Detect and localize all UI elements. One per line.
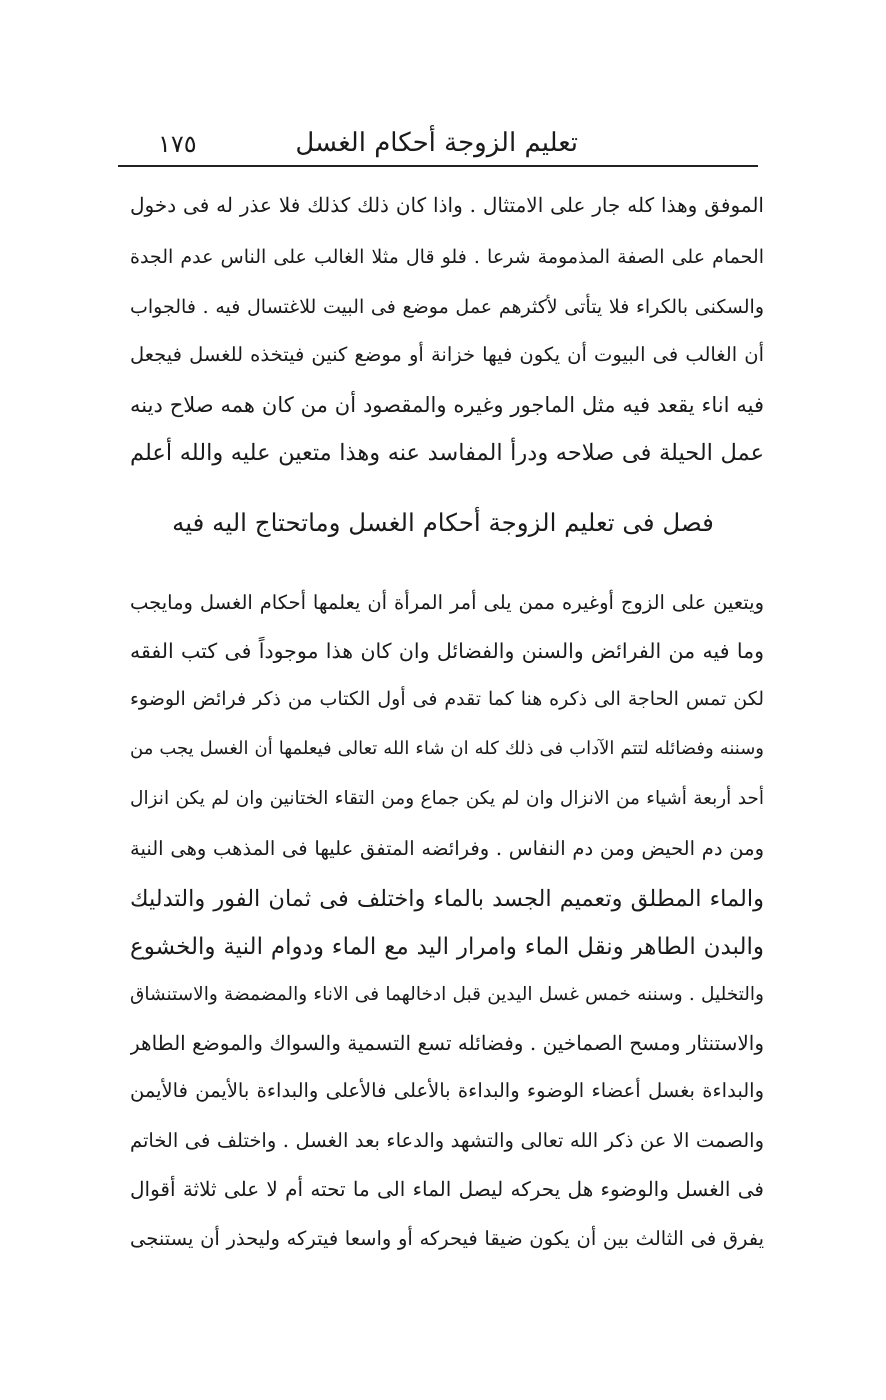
paragraph-line: الحمام على الصفة المذمومة شرعا . فلو قال مثلا الغالب على الناس عدم الجدة: [130, 246, 764, 268]
paragraph-line: والبدن الطاهر ونقل الماء وامرار اليد مع الماء ودوام النية والخشوع: [130, 934, 764, 960]
paragraph-line: عمل الحيلة فى صلاحه ودرأ المفاسد عنه وهذا متعين عليه والله أعلم: [130, 440, 764, 466]
paragraph-line: فى الغسل والوضوء هل يحركه ليصل الماء الى ما تحته أم لا على ثلاثة أقوال: [130, 1177, 764, 1201]
running-title: تعليم الزوجة أحكام الغسل: [295, 128, 578, 158]
page-number: ١٧٥: [158, 130, 197, 158]
section-heading: فصل فى تعليم الزوجة أحكام الغسل وماتحتاج اليه فيه: [172, 508, 714, 537]
paragraph-line: الموفق وهذا كله جار على الامتثال . واذا كان ذلك كذلك فلا عذر له فى دخول: [130, 193, 764, 217]
paragraph-line: والبداءة بغسل أعضاء الوضوء والبداءة بالأعلى فالأعلى والبداءة بالأيمن فالأيمن: [130, 1079, 764, 1102]
paragraph-line: أن الغالب فى البيوت أن يكون فيها خزانة أو موضع كنين فيتخذه للغسل فيجعل: [130, 343, 764, 366]
paragraph-line: وسننه وفضائله لتتم الآداب فى ذلك كله ان شاء الله تعالى فيعلمها أن الغسل يجب من: [130, 738, 764, 759]
paragraph-line: والاستنثار ومسح الصماخين . وفضائله تسع التسمية والسواك والموضع الطاهر: [130, 1031, 764, 1055]
paragraph-line: والماء المطلق وتعميم الجسد بالماء واختلف فى ثمان الفور والتدليك: [130, 886, 764, 912]
paragraph-line: والصمت الا عن ذكر الله تعالى والتشهد والدعاء بعد الغسل . واختلف فى الخاتم: [130, 1129, 764, 1152]
paragraph-line: ومن دم الحيض ومن دم النفاس . وفرائضه المتفق عليها فى المذهب وهى النية: [130, 837, 764, 860]
paragraph-line: ويتعين على الزوج أوغيره ممن يلى أمر المرأة أن يعلمها أحكام الغسل ومايجب: [130, 591, 764, 614]
paragraph-line: أحد أربعة أشياء من الانزال وان لم يكن جماع ومن التقاء الختانين وان لم يكن انزال: [130, 788, 764, 809]
paragraph-line: يفرق فى الثالث بين أن يكون ضيقا فيحركه أو واسعا فيتركه وليحذر أن يستنجى: [130, 1227, 764, 1250]
paragraph-line: وما فيه من الفرائض والسنن والفضائل وان كان هذا موجوداً فى كتب الفقه: [130, 639, 764, 663]
paragraph-line: لكن تمس الحاجة الى ذكره هنا كما تقدم فى أول الكتاب من ذكر فرائض الوضوء: [130, 688, 764, 710]
paragraph-line: والسكنى بالكراء فلا يتأتى لأكثرهم عمل موضع فى البيت للاغتسال فيه . فالجواب: [130, 296, 764, 318]
paragraph-line: والتخليل . وسننه خمس غسل اليدين قبل ادخالهما فى الاناء والمضمضة والاستنشاق: [130, 984, 764, 1005]
paragraph-line: فيه اناء يقعد فيه مثل الماجور وغيره والمقصود أن من كان همه صلاح دينه: [130, 393, 764, 417]
